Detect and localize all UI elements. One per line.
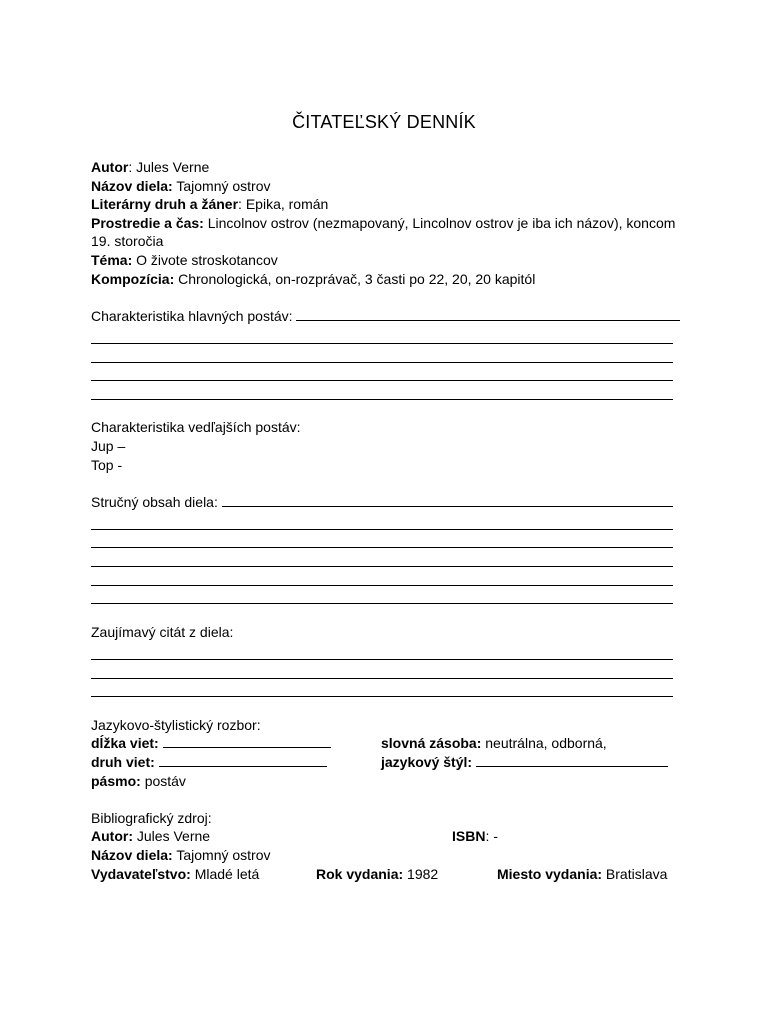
isbn-field [452, 827, 498, 846]
isbn-value: : - [485, 828, 498, 845]
writing-line[interactable] [91, 548, 673, 567]
prostredie-value: Lincolnov ostrov (nezmapovaný, Lincolnov ostrov je iba ich názov), koncom [207, 214, 676, 231]
rozbor-row-1 [91, 734, 681, 753]
slovna-zasoba-label: slovná zásoba: [381, 735, 482, 752]
druh-viet-blank[interactable] [159, 753, 327, 767]
citat-label: Zaujímavý citát z diela: [91, 623, 234, 640]
druh-value: Epika, román [245, 196, 329, 213]
jazykovy-styl-field [381, 753, 668, 772]
vydavatelstvo-value: Mladé letá [194, 865, 260, 882]
vedlajsia-postava-top: Top - [91, 456, 123, 473]
druh-viet-label: druh viet: [91, 754, 155, 770]
writing-line[interactable] [91, 567, 673, 586]
writing-line[interactable] [91, 363, 673, 382]
prostredie-line-2 [91, 232, 681, 251]
vedlajsia-postava-jup: Jup – [91, 437, 126, 454]
zdroj-row-3 [91, 865, 681, 884]
zdroj-label: Bibliografický zdroj: [91, 809, 212, 826]
miesto-vydania-label: Miesto vydania: [497, 865, 603, 882]
page-title: ČITATEĽSKÝ DENNÍK [292, 112, 476, 132]
miesto-vydania-field [497, 865, 667, 884]
miesto-vydania-value: Bratislava [605, 865, 668, 882]
zdroj-nazov-label: Názov diela: [91, 846, 173, 863]
writing-line[interactable] [91, 344, 673, 363]
kompozicia-label: Kompozícia: [91, 270, 175, 287]
writing-line[interactable] [91, 325, 673, 344]
vydavatelstvo-label: Vydavateľstvo: [91, 865, 191, 882]
writing-line[interactable] [91, 660, 673, 679]
druh-label: Literárny druh a žáner [91, 196, 239, 213]
autor-line: Autor: Jules Verne [91, 159, 210, 175]
dlzka-viet-blank[interactable] [163, 734, 331, 748]
zdroj-nazov-value: Tajomný ostrov [176, 846, 271, 863]
document-content [91, 158, 681, 883]
dlzka-viet-field [91, 734, 331, 753]
prostredie-label: Prostredie a čas: [91, 214, 204, 231]
zdroj-nazov-line [91, 846, 681, 865]
rok-vydania-value: 1982 [407, 865, 439, 882]
writing-line[interactable] [91, 586, 673, 605]
dlzka-viet-label: dĺžka viet: [91, 735, 159, 752]
tema-label: Téma: [91, 251, 133, 268]
zdroj-row-1 [91, 827, 681, 846]
vedlajsie-postavy-label: Charakteristika vedľajších postáv: [91, 419, 301, 436]
hlavne-postavy-label: Charakteristika hlavných postáv: [91, 307, 293, 324]
prostredie-value-2: 19. storočia [91, 233, 164, 250]
zdroj-autor-field [91, 827, 210, 846]
hlavne-postavy-blank[interactable] [296, 307, 680, 321]
isbn-label: ISBN [452, 828, 486, 845]
pasmo-label: pásmo: [91, 772, 141, 789]
autor-label: Autor [91, 159, 129, 175]
nazov-value: Tajomný ostrov [176, 177, 271, 194]
hlavne-postavy-line [91, 307, 681, 326]
writing-line[interactable] [91, 381, 673, 400]
nazov-label: Názov diela: [91, 177, 173, 194]
druh-viet-field [91, 753, 327, 772]
zdroj-autor-label: Autor: [91, 828, 133, 845]
zdroj-autor-value: Jules Verne [136, 828, 211, 845]
pasmo-value: postáv [144, 772, 186, 789]
kompozicia-line [91, 270, 681, 289]
obsah-blank[interactable] [222, 493, 673, 507]
jazykovy-styl-label: jazykový štýl: [381, 754, 473, 770]
tema-line [91, 251, 681, 270]
vydavatelstvo-field [91, 865, 259, 884]
prostredie-line [91, 214, 681, 233]
writing-line[interactable] [91, 511, 673, 530]
writing-line[interactable] [91, 641, 673, 660]
jazykovy-styl-blank[interactable] [476, 753, 668, 767]
tema-value: O živote stroskotancov [136, 251, 278, 268]
obsah-line [91, 493, 681, 512]
obsah-label: Stručný obsah diela: [91, 493, 218, 510]
writing-line[interactable] [91, 679, 673, 698]
rok-vydania-label: Rok vydania: [316, 865, 404, 882]
druh-line: Literárny druh a žáner: Epika, román [91, 196, 329, 213]
rozbor-label: Jazykovo-štylistický rozbor: [91, 716, 261, 733]
slovna-zasoba-value: neutrálna, odborná, [485, 735, 607, 752]
rozbor-row-2 [91, 753, 681, 772]
autor-value: Jules Verne [136, 159, 210, 175]
rok-vydania-field [316, 865, 438, 884]
kompozicia-value: Chronologická, on-rozprávač, 3 časti po 22, 20, 20 kapitól [178, 270, 536, 287]
writing-line[interactable] [91, 530, 673, 549]
pasmo-line [91, 772, 681, 791]
slovna-zasoba-field [381, 734, 607, 753]
nazov-line [91, 177, 681, 196]
